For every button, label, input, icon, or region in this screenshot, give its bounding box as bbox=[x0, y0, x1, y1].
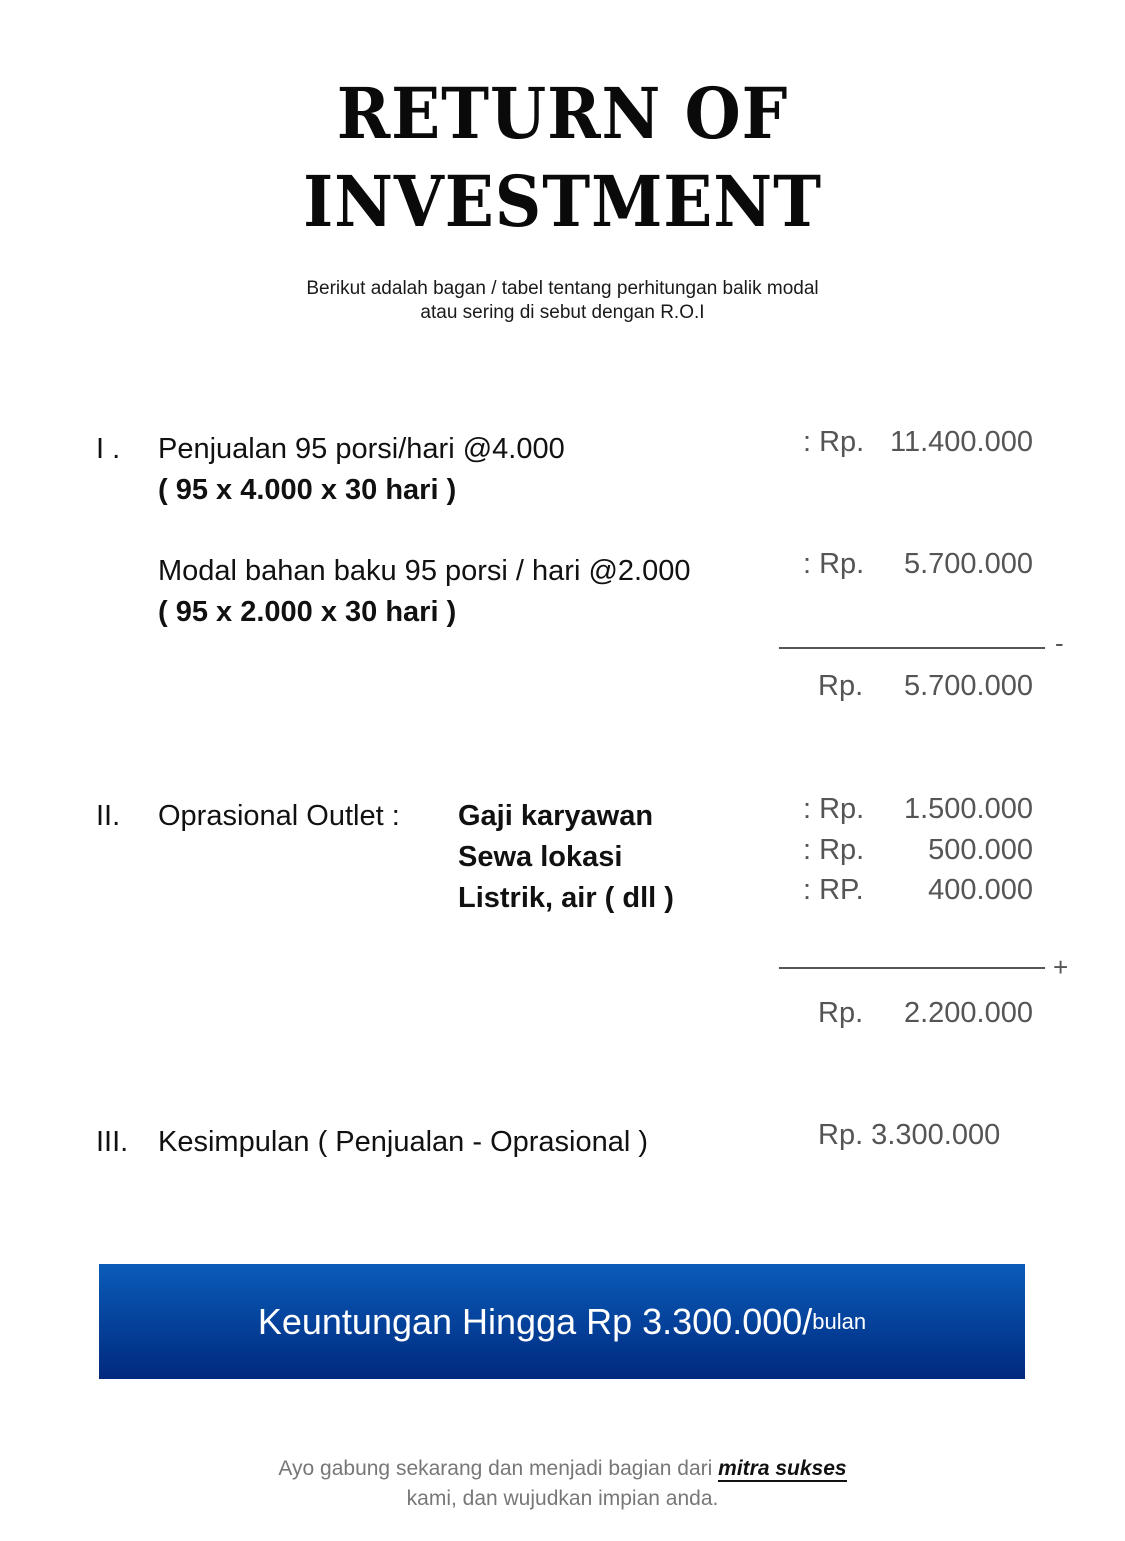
item-prefix: : Rp. bbox=[803, 793, 865, 825]
cost-value: 5.700.000 bbox=[903, 548, 1033, 580]
section-2-total bbox=[818, 997, 1033, 1030]
item-name-rent: Sewa lokasi bbox=[458, 841, 623, 873]
item-prefix: : Rp. bbox=[803, 834, 865, 866]
section-1-total-value: 5.700.000 bbox=[903, 670, 1033, 702]
item-prefix: : RP. bbox=[803, 874, 864, 906]
cost-amount bbox=[803, 548, 1033, 581]
minus-operator: - bbox=[1055, 628, 1064, 658]
addition-rule bbox=[779, 967, 1045, 969]
profit-banner-text: Keuntungan Hingga Rp 3.300.000/ bbox=[257, 1300, 813, 1342]
operational-label: Oprasional Outlet : bbox=[158, 800, 400, 832]
footer-text-before: Ayo gabung sekarang dan menjadi bagian dari bbox=[278, 1457, 719, 1480]
section-1-total bbox=[818, 670, 1033, 703]
mitra-sukses-link[interactable]: mitra sukses bbox=[718, 1457, 847, 1480]
item-value: 400.000 bbox=[928, 874, 1033, 906]
sales-value: 11.400.000 bbox=[890, 426, 1033, 458]
footer-line-2: kami, dan wujudkan impian anda. bbox=[406, 1487, 719, 1510]
sales-formula: ( 95 x 4.000 x 30 hari ) bbox=[158, 474, 457, 506]
conclusion-value: Rp. 3.300.000 bbox=[818, 1119, 1001, 1151]
cost-label: Modal bahan baku 95 porsi / hari @2.000 bbox=[158, 555, 691, 587]
subtitle-line-1: Berikut adalah bagan / tabel tentang perhitungan balik modal bbox=[306, 278, 819, 299]
item-name-utilities: Listrik, air ( dll ) bbox=[458, 882, 674, 914]
item-value: 1.500.000 bbox=[903, 793, 1033, 825]
sales-prefix: : Rp. bbox=[803, 426, 865, 458]
sales-label: Penjualan 95 porsi/hari @4.000 bbox=[158, 433, 565, 465]
profit-banner-unit: bulan bbox=[812, 1308, 867, 1334]
section-2-total-prefix: Rp. bbox=[818, 997, 864, 1029]
page-title-line-2: INVESTMENT bbox=[303, 160, 822, 243]
page-title-line-1: RETURN OF bbox=[336, 72, 789, 155]
section-2-total-value: 2.200.000 bbox=[903, 997, 1033, 1029]
conclusion-label: Kesimpulan ( Penjualan - Oprasional ) bbox=[158, 1126, 649, 1158]
subtitle-line-2: atau sering di sebut dengan R.O.I bbox=[420, 302, 705, 323]
item-value: 500.000 bbox=[928, 834, 1033, 866]
item-amount-utilities bbox=[803, 874, 1033, 907]
footer-line-1 bbox=[0, 1454, 1125, 1483]
cost-prefix: : Rp. bbox=[803, 548, 865, 580]
cost-formula: ( 95 x 2.000 x 30 hari ) bbox=[158, 596, 457, 628]
subtraction-rule bbox=[779, 647, 1045, 649]
section-3-number: III. bbox=[96, 1126, 129, 1158]
section-1-total-prefix: Rp. bbox=[818, 670, 864, 702]
item-amount-rent bbox=[803, 834, 1033, 867]
plus-operator: + bbox=[1053, 952, 1069, 982]
section-1-number: I . bbox=[96, 433, 121, 465]
item-name-salary: Gaji karyawan bbox=[458, 800, 654, 832]
section-2-number: II. bbox=[96, 800, 121, 832]
sales-amount bbox=[803, 426, 1033, 459]
item-amount-salary bbox=[803, 793, 1033, 826]
profit-banner bbox=[99, 1264, 1025, 1379]
